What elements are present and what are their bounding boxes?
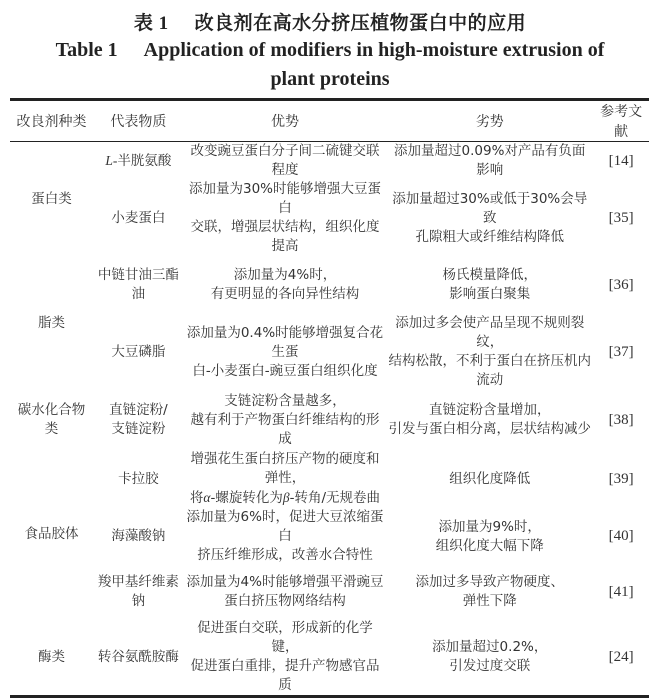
table-caption-chinese bbox=[0, 8, 660, 35]
reference-cell: [35] bbox=[608, 209, 634, 226]
advantage-cell: 添加量为6%时，促进大豆浓缩蛋白 挤压纤维形成，改善水合特性 bbox=[186, 509, 384, 563]
advantage-cell: 促进蛋白交联，形成新的化学键， 促进蛋白重排，提升产物感官品质 bbox=[190, 620, 380, 693]
disadvantage-cell: 添加过多会使产品呈现不规则裂纹， 结构松散，不利于蛋白在挤压机内流动 bbox=[388, 315, 591, 388]
substance-cell: 小麦蛋白 bbox=[111, 209, 166, 226]
table-row bbox=[10, 314, 649, 390]
disadvantage-cell: 添加量超过0.2%， 引发过度交联 bbox=[432, 639, 548, 674]
reference-cell: [39] bbox=[608, 470, 634, 487]
table-row bbox=[10, 390, 649, 450]
table-number-cn: 表 1 bbox=[133, 13, 169, 34]
reference-cell: [38] bbox=[608, 411, 634, 428]
disadvantage-cell: 添加量超过0.09%对产品有负面影响 bbox=[394, 143, 586, 178]
table-row bbox=[10, 508, 649, 565]
reference-cell: [40] bbox=[608, 528, 634, 544]
table-title-cn: 改良剂在高水分挤压植物蛋白中的应用 bbox=[194, 12, 527, 34]
advantage-cell: 添加量为0.4%时能够增强复合花生蛋 白-小麦蛋白-豌豆蛋白组织化度 bbox=[186, 324, 384, 379]
advantage-cell: 支链淀粉含量越多， 越有利于产物蛋白纤维结构的形成 bbox=[190, 392, 380, 447]
modifiers-table bbox=[10, 98, 649, 698]
header-advantage: 优势 bbox=[270, 114, 299, 130]
header-disadvantage: 劣势 bbox=[475, 114, 504, 130]
table-number-en: Table 1 bbox=[55, 39, 118, 61]
advantage-cell: 添加量为4%时， 有更明显的各向异性结构 bbox=[210, 267, 360, 302]
header-row bbox=[10, 100, 649, 142]
category-cell: 蛋白类 bbox=[31, 190, 72, 207]
table-title-en-line2: plant proteins bbox=[270, 68, 390, 90]
advantage-cell: 增强花生蛋白挤压产物的硬度和弹性， 将α-螺旋转化为β-转角/无规卷曲 bbox=[189, 451, 381, 506]
reference-cell: [37] bbox=[608, 343, 634, 360]
category-cell: 碳水化合物类 bbox=[17, 402, 86, 437]
substance-cell: L-半胱氨酸 bbox=[105, 153, 172, 169]
advantage-cell: 添加量为30%时能够增强大豆蛋白 交联，增强层状结构，组织化度提高 bbox=[188, 181, 381, 254]
category-cell: 食品胶体 bbox=[24, 526, 79, 542]
header-reference: 参考文献 bbox=[600, 104, 643, 140]
substance-cell: 卡拉胶 bbox=[118, 470, 159, 487]
advantage-cell: 添加量为4%时能够增强平滑豌豆 蛋白挤压物网络结构 bbox=[186, 574, 384, 609]
advantage-cell: 改变豌豆蛋白分子间二硫键交联程度 bbox=[190, 143, 380, 178]
header-category: 改良剂种类 bbox=[16, 114, 87, 130]
table-row bbox=[10, 256, 649, 314]
disadvantage-cell: 组织化度降低 bbox=[449, 470, 531, 487]
reference-cell: [24] bbox=[608, 648, 634, 665]
table-row bbox=[10, 180, 649, 256]
substance-cell: 直链淀粉/ 支链淀粉 bbox=[109, 402, 168, 437]
table-caption-english bbox=[0, 36, 660, 94]
substance-cell: 转谷氨酰胺酶 bbox=[97, 648, 179, 665]
table-row bbox=[10, 565, 649, 619]
disadvantage-cell: 添加量为9%时， 组织化度大幅下降 bbox=[435, 518, 544, 554]
disadvantage-cell: 添加过多导致产物硬度、 弹性下降 bbox=[415, 574, 564, 609]
category-cell: 酶类 bbox=[37, 648, 65, 665]
table-row bbox=[10, 450, 649, 508]
reference-cell: [41] bbox=[608, 583, 634, 600]
category-cell: 脂类 bbox=[37, 314, 65, 331]
header-substance: 代表物质 bbox=[110, 114, 167, 130]
substance-cell: 羧甲基纤维素钠 bbox=[97, 574, 179, 609]
reference-cell: [36] bbox=[608, 276, 634, 293]
disadvantage-cell: 添加量超过30%或低于30%会导致 孔隙粗大或纤维结构降低 bbox=[392, 190, 588, 245]
substance-cell: 中链甘油三酯油 bbox=[97, 267, 179, 302]
disadvantage-cell: 直链淀粉含量增加， 引发与蛋白相分离，层状结构减少 bbox=[388, 402, 591, 437]
table-row bbox=[10, 142, 649, 181]
table-title-en-line1: Application of modifiers in high-moisture extrusion of bbox=[143, 39, 605, 61]
disadvantage-cell: 杨氏模量降低， 影响蛋白聚集 bbox=[442, 267, 537, 302]
reference-cell: [14] bbox=[608, 152, 634, 169]
substance-cell: 大豆磷脂 bbox=[111, 343, 166, 360]
substance-cell: 海藻酸钠 bbox=[111, 528, 166, 544]
